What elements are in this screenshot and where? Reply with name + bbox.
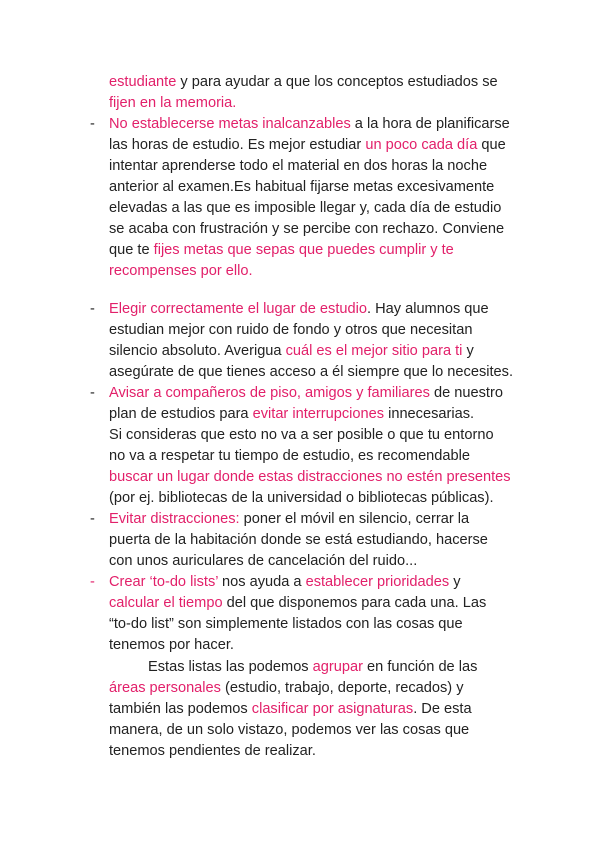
highlighted-text: fijes metas que sepas que puedes cumplir y te <box>153 242 454 258</box>
body-text: las horas de estudio. Es mejor estudiar <box>109 137 366 153</box>
highlighted-text: agrupar <box>312 659 363 675</box>
body-text: que <box>477 137 506 153</box>
body-text: . De esta <box>413 701 472 717</box>
text-line <box>109 425 494 446</box>
text-line <box>109 467 511 488</box>
body-text: silencio absoluto. Averigua <box>109 343 286 359</box>
text-line <box>109 240 454 261</box>
text-line <box>109 551 417 572</box>
list-bullet-dash: - <box>90 511 95 527</box>
list-bullet-dash: - <box>90 116 95 132</box>
body-text: asegúrate de que tienes acceso a él siempre que lo necesites. <box>109 364 514 380</box>
text-line <box>109 488 494 509</box>
text-line <box>109 93 236 114</box>
list-bullet-dash: - <box>90 301 95 317</box>
text-line <box>109 530 488 551</box>
body-text: con unos auriculares de cancelación del ruido... <box>109 553 418 569</box>
highlighted-text: áreas personales <box>109 680 221 696</box>
text-line <box>109 320 472 341</box>
body-text: intentar aprenderse todo el material en dos horas la noche <box>109 158 488 174</box>
text-line <box>109 446 470 467</box>
text-line <box>109 72 498 93</box>
text-line <box>109 699 472 720</box>
body-text: y para ayudar a que los conceptos estudiados se <box>176 74 498 90</box>
text-line <box>109 741 316 762</box>
highlighted-text: clasificar por asignaturas <box>251 701 414 717</box>
text-line <box>109 198 501 219</box>
body-text: (estudio, trabajo, deporte, recados) y <box>220 680 464 696</box>
highlighted-text: recompenses por ello. <box>109 263 253 279</box>
text-line <box>109 219 504 240</box>
body-text: “to-do list” son simplemente listados con las cosas que <box>109 616 463 632</box>
highlighted-text: calcular el tiempo <box>109 595 223 611</box>
body-text: (por ej. bibliotecas de la universidad o bibliotecas públicas). <box>109 490 494 506</box>
body-text: poner el móvil en silencio, cerrar la <box>239 511 470 527</box>
body-text: plan de estudios para <box>109 406 253 422</box>
text-line <box>109 720 469 741</box>
body-text: a la hora de planificarse <box>350 116 510 132</box>
highlighted-text: Avisar a compañeros de piso, amigos y familiares <box>109 385 430 401</box>
highlighted-text: Evitar distracciones: <box>109 511 240 527</box>
highlighted-text: evitar interrupciones <box>252 406 385 422</box>
highlighted-text: establecer prioridades <box>305 574 450 590</box>
highlighted-text: cuál es el mejor sitio para ti <box>285 343 463 359</box>
text-line <box>109 299 489 320</box>
body-text: tenemos pendientes de realizar. <box>109 743 316 759</box>
body-text: manera, de un solo vistazo, podemos ver las cosas que <box>109 722 470 738</box>
body-text: del que disponemos para cada una. Las <box>222 595 487 611</box>
body-text: anterior al examen.Es habitual fijarse metas excesivamente <box>109 179 495 195</box>
text-line <box>109 114 510 135</box>
text-line <box>109 156 487 177</box>
text-line <box>109 341 474 362</box>
list-bullet-dash: - <box>90 574 95 590</box>
text-line <box>109 593 486 614</box>
body-text: estudian mejor con ruido de fondo y otros que necesitan <box>109 322 473 338</box>
body-text: innecesarias. <box>384 406 475 422</box>
text-line <box>109 678 464 699</box>
highlighted-text: Crear ‘to-do lists’ <box>109 574 218 590</box>
body-text: puerta de la habitación donde se está estudiando, hacerse <box>109 532 488 548</box>
body-text: y <box>462 343 474 359</box>
body-text: elevadas a las que es imposible llegar y, cada día de estudio <box>109 200 502 216</box>
text-line <box>109 383 503 404</box>
text-line <box>109 135 506 156</box>
body-text: . Hay alumnos que <box>366 301 489 317</box>
body-text: Si consideras que esto no va a ser posible o que tu entorno <box>109 427 494 443</box>
text-line <box>109 635 234 656</box>
body-text: y <box>449 574 461 590</box>
text-line <box>109 509 469 530</box>
list-bullet-dash: - <box>90 385 95 401</box>
text-line <box>109 261 253 282</box>
body-text: también las podemos <box>109 701 252 717</box>
highlighted-text: Elegir correctamente el lugar de estudio <box>109 301 367 317</box>
body-text: no va a respetar tu tiempo de estudio, es recomendable <box>109 448 471 464</box>
text-line <box>109 177 494 198</box>
highlighted-text: No establecerse metas inalcanzables <box>109 116 351 132</box>
text-line <box>109 572 461 593</box>
body-text: que te <box>109 242 154 258</box>
text-line <box>109 614 463 635</box>
body-text: nos ayuda a <box>217 574 306 590</box>
body-text: tenemos por hacer. <box>109 637 234 653</box>
body-text: se acaba con frustración y se percibe con rechazo. Conviene <box>109 221 505 237</box>
text-line <box>109 362 513 383</box>
highlighted-text: estudiante <box>109 74 177 90</box>
highlighted-text: fijen en la memoria. <box>109 95 237 111</box>
highlighted-text: un poco cada día <box>365 137 478 153</box>
highlighted-text: buscar un lugar donde estas distracciones no estén presentes <box>109 469 511 485</box>
text-line <box>109 404 474 425</box>
body-text: en función de las <box>362 659 478 675</box>
text-line <box>148 657 477 678</box>
body-text: Estas listas las podemos <box>148 659 313 675</box>
body-text: de nuestro <box>429 385 503 401</box>
